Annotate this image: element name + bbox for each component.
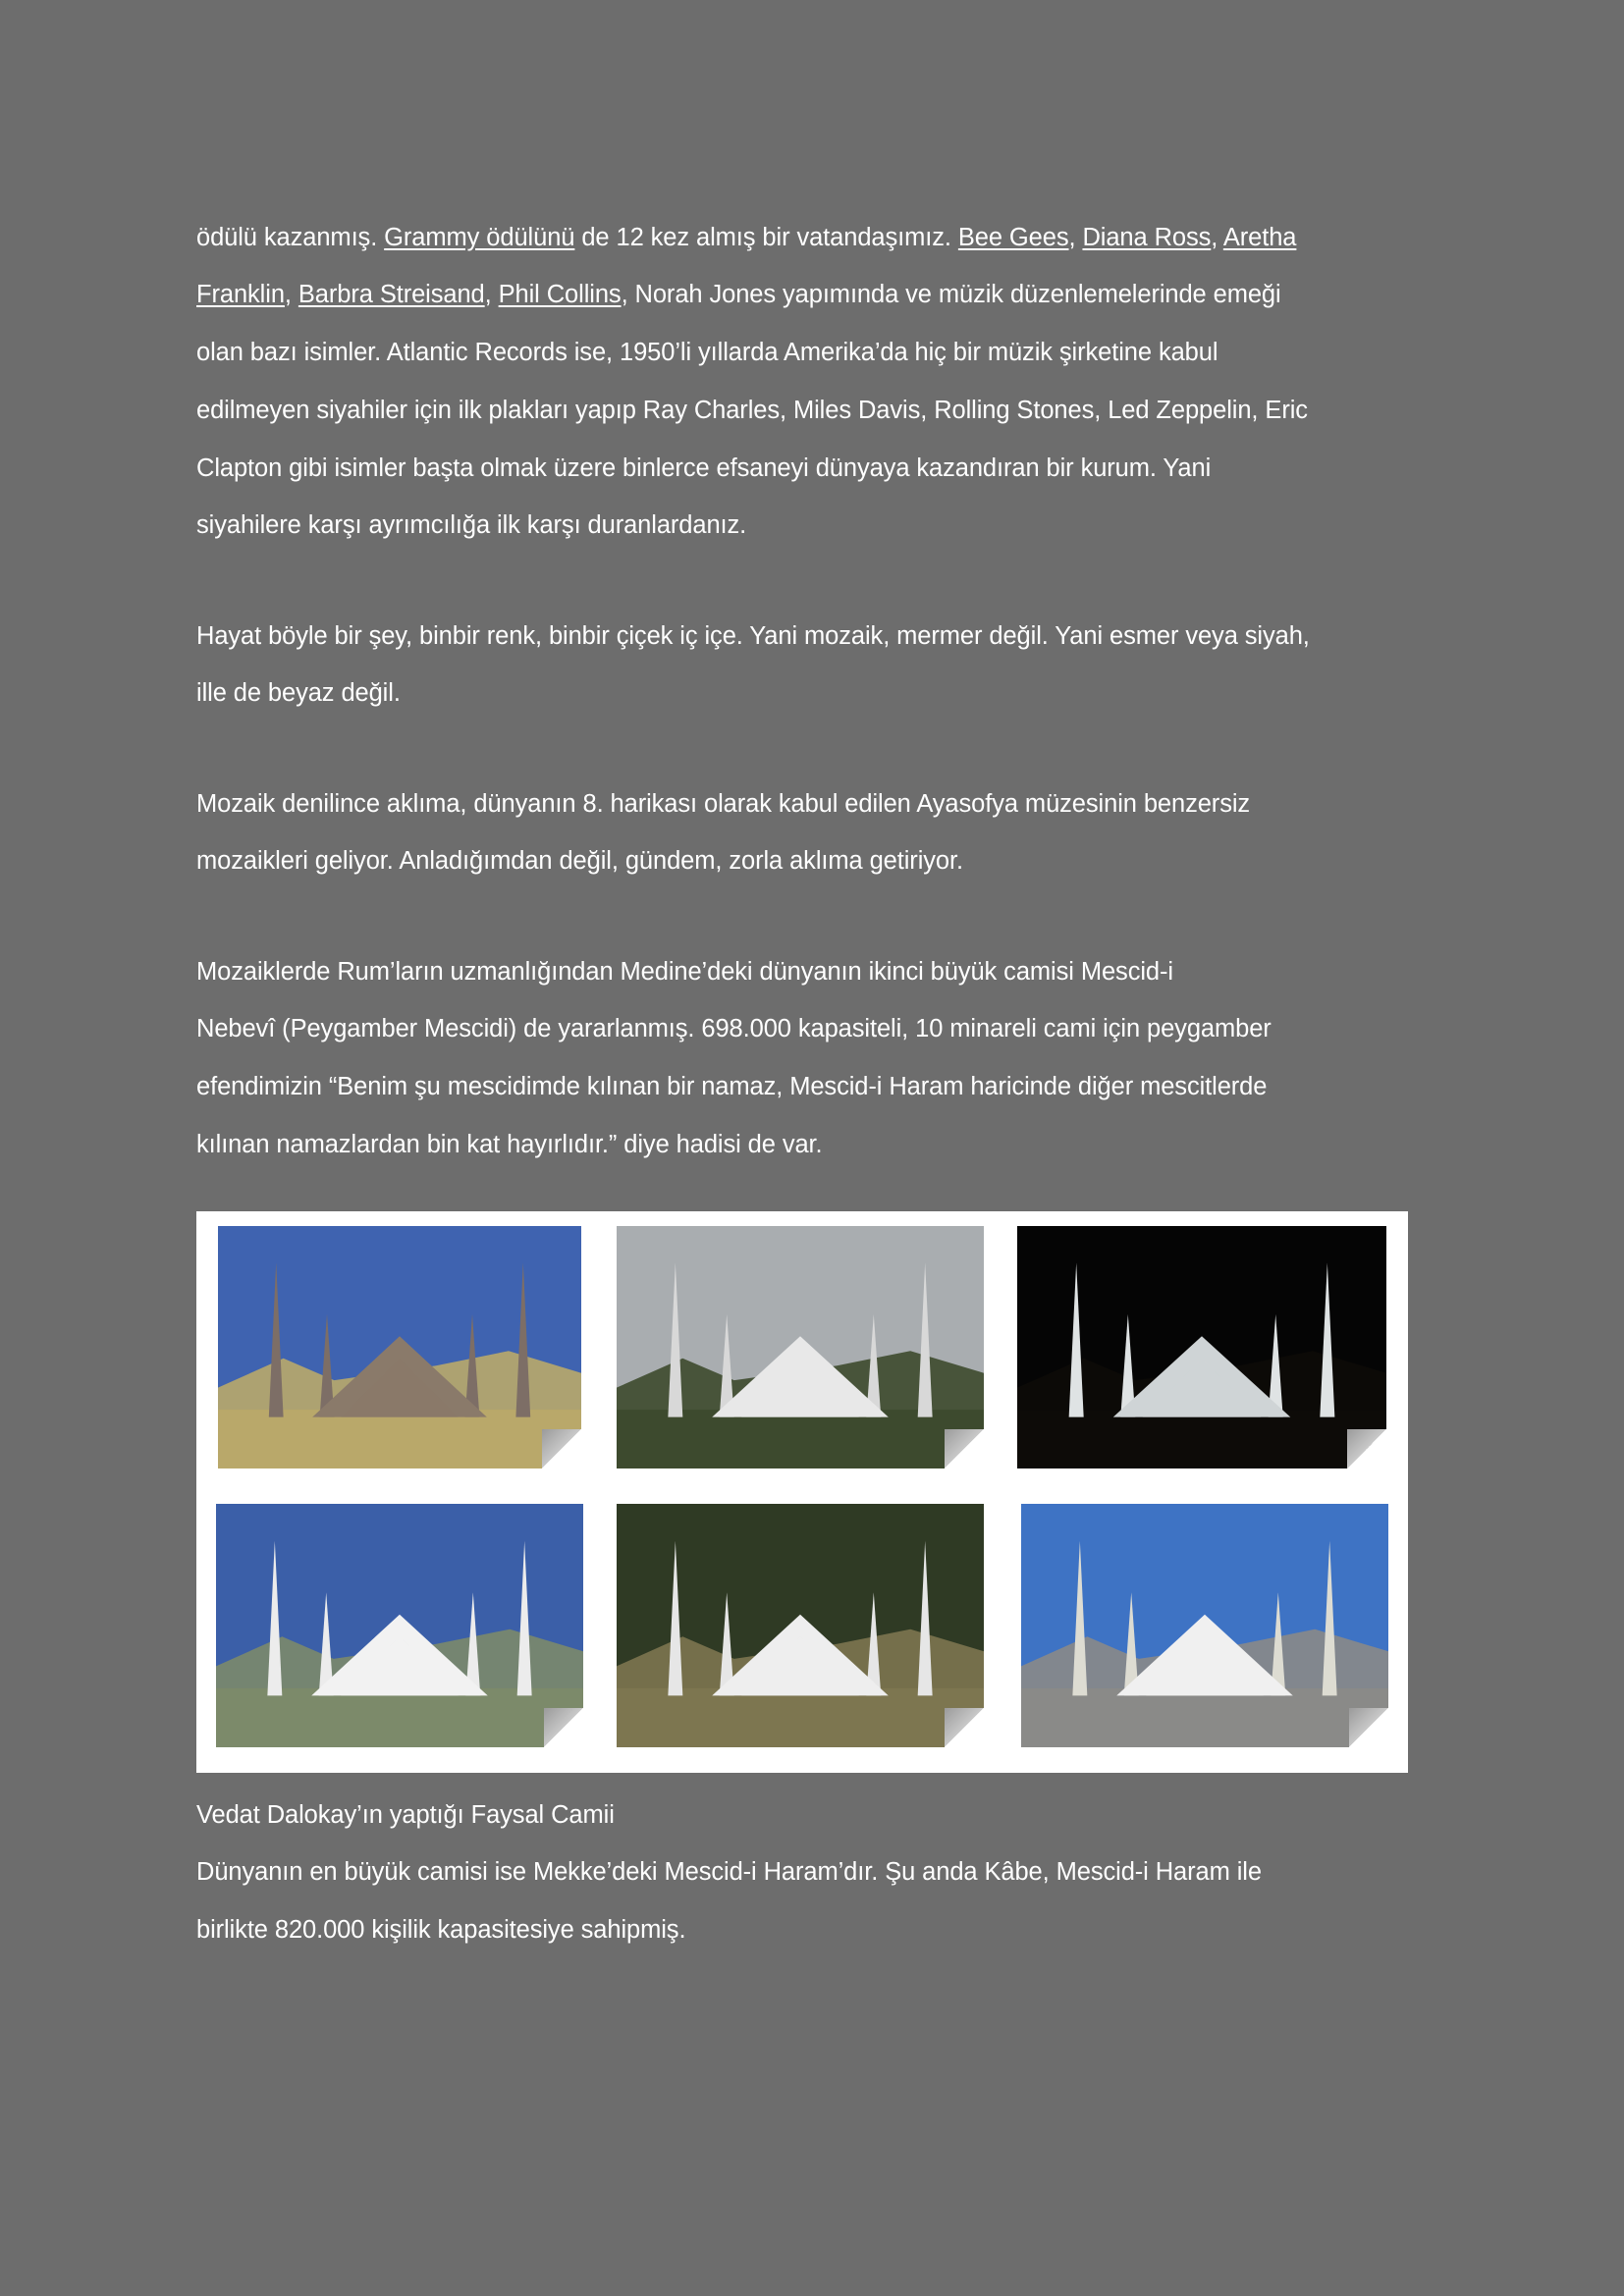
text-run: , <box>1068 224 1083 251</box>
text-run: siyahilere karşı ayrımcılığa ilk karşı duranlardanız. <box>196 511 747 539</box>
text-line <box>196 223 1296 252</box>
mosque-illustration <box>216 1504 583 1747</box>
text-run: Clapton gibi isimler başta olmak üzere binlerce efsaneyi dünyaya kazandıran bir kurum. Yani <box>196 454 1212 482</box>
mosque-photo <box>617 1226 984 1468</box>
ground <box>218 1410 581 1468</box>
text-line <box>196 1014 1272 1043</box>
mosque-illustration <box>1017 1226 1386 1468</box>
text-line <box>196 789 1250 819</box>
text-run: , <box>1211 224 1223 251</box>
text-run: mozaikleri geliyor. Anladığımdan değil, gündem, zorla aklıma getiriyor. <box>196 847 963 875</box>
ground <box>1021 1688 1388 1747</box>
mosque-photo <box>216 1504 583 1747</box>
text-line <box>196 280 1281 309</box>
ground <box>617 1688 984 1747</box>
text-line <box>196 396 1308 425</box>
text-line <box>196 454 1211 483</box>
mosque-illustration <box>218 1226 581 1468</box>
text-run: Hayat böyle bir şey, binbir renk, binbir çiçek iç içe. Yani mozaik, mermer değil. Yani esmer veya siyah, <box>196 622 1310 650</box>
text-line <box>196 957 1173 987</box>
text-link[interactable]: Barbra Streisand <box>298 281 485 308</box>
page-curl-corner <box>945 1708 984 1747</box>
text-line: Dünyanın en büyük camisi ise Mekke’deki Mescid-i Haram’dır. Şu anda Kâbe, Mescid-i Haram ile <box>196 1858 1262 1886</box>
page-curl-corner <box>542 1429 581 1468</box>
text-link[interactable]: Grammy ödülünü <box>384 224 575 251</box>
text-link[interactable]: Aretha <box>1222 224 1297 251</box>
mosque-photo <box>218 1226 581 1468</box>
page-curl-corner <box>544 1708 583 1747</box>
mosque-image-collage <box>196 1211 1408 1773</box>
ground <box>1017 1410 1386 1468</box>
mosque-photo <box>617 1504 984 1747</box>
text-run: edilmeyen siyahiler için ilk plakları yapıp Ray Charles, Miles Davis, Rolling Stones, Led Zeppelin, Eric <box>196 397 1308 424</box>
text-link[interactable]: Diana Ross <box>1082 224 1212 251</box>
text-run: , Norah Jones yapımında ve müzik düzenlemelerinde emeği <box>621 281 1281 308</box>
text-link[interactable]: Phil Collins <box>498 281 622 308</box>
figure-caption: Vedat Dalokay’ın yaptığı Faysal Camii <box>196 1801 615 1829</box>
text-run: Mozaik denilince aklıma, dünyanın 8. harikası olarak kabul edilen Ayasofya müzesinin benzersiz <box>196 790 1251 818</box>
text-line <box>196 621 1310 651</box>
text-run: de 12 kez almış bir vatandaşımız. <box>574 224 958 251</box>
text-run: , <box>484 281 499 308</box>
mosque-photo <box>1021 1504 1388 1747</box>
mosque-photo <box>1017 1226 1386 1468</box>
text-line <box>196 1072 1267 1101</box>
text-line <box>196 678 401 708</box>
text-run: ille de beyaz değil. <box>196 679 401 707</box>
text-run: , <box>284 281 298 308</box>
text-run: efendimizin “Benim şu mescidimde kılınan bir namaz, Mescid-i Haram haricinde diğer mescitlerde <box>196 1073 1268 1100</box>
text-line <box>196 510 746 540</box>
mosque-illustration <box>1021 1504 1388 1747</box>
ground <box>216 1688 583 1747</box>
page-curl-corner <box>945 1429 984 1468</box>
page-curl-corner <box>1349 1708 1388 1747</box>
text-run: Nebevî (Peygamber Mescidi) de yararlanmış. 698.000 kapasiteli, 10 minareli cami için peygamber <box>196 1015 1272 1042</box>
text-line: birlikte 820.000 kişilik kapasitesiye sahipmiş. <box>196 1916 686 1944</box>
mosque-illustration <box>617 1504 984 1747</box>
text-run: olan bazı isimler. Atlantic Records ise, 1950’li yıllarda Amerika’da hiç bir müzik şirketine kabul <box>196 339 1218 366</box>
ground <box>617 1410 984 1468</box>
text-line <box>196 1130 823 1159</box>
text-line <box>196 338 1218 367</box>
mosque-illustration <box>617 1226 984 1468</box>
text-link[interactable]: Franklin <box>196 281 285 308</box>
text-link[interactable]: Bee Gees <box>957 224 1069 251</box>
text-run: kılınan namazlardan bin kat hayırlıdır.” diye hadisi de var. <box>196 1131 823 1158</box>
text-run: ödülü kazanmış. <box>196 224 385 251</box>
text-line <box>196 846 963 876</box>
text-run: Mozaiklerde Rum’ların uzmanlığından Medine’deki dünyanın ikinci büyük camisi Mescid-i <box>196 958 1173 986</box>
page-curl-corner <box>1347 1429 1386 1468</box>
